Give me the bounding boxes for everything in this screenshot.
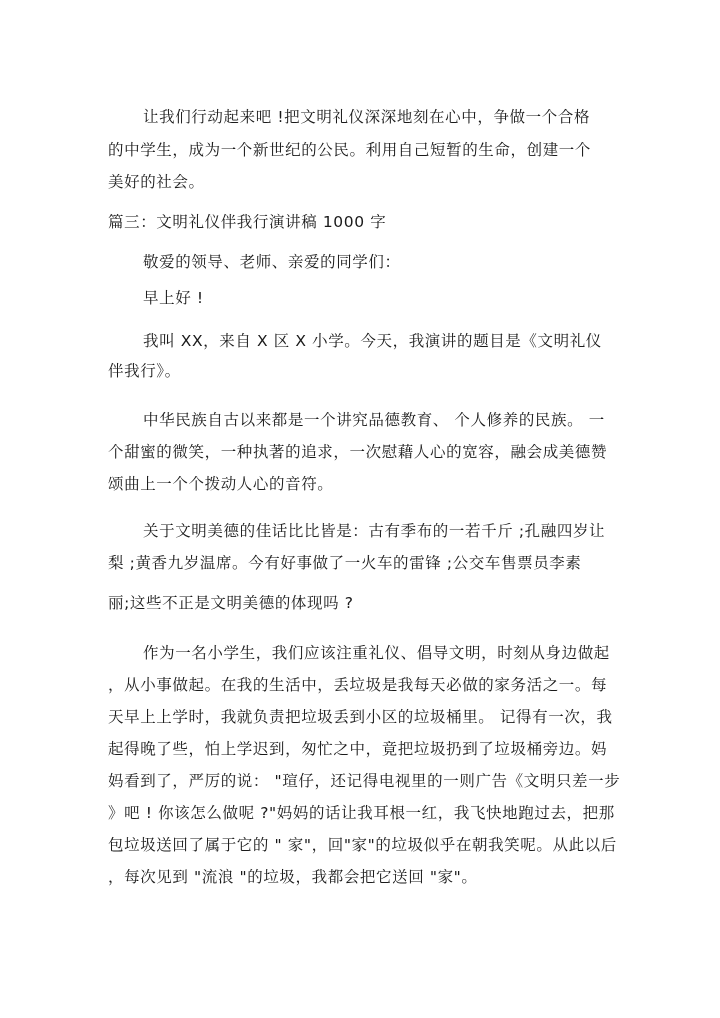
text-line: 作为一名小学生，我们应该注重礼仪、倡导文明，时刻从身边做起	[143, 644, 610, 662]
text-line: 的中学生，成为一个新世纪的公民。利用自己短暂的生命，创建一个	[108, 141, 592, 159]
text-line: ，每次见到 "流浪 "的垃圾，我都会把它送回 "家"。	[108, 868, 478, 886]
salutation: 敬爱的领导、老师、亲爱的同学们：	[143, 253, 401, 271]
text-line: 关于文明美德的佳话比比皆是：古有季布的一若千斤 ;孔融四岁让	[143, 522, 606, 540]
text-line: 包垃圾送回了属于它的 " 家"，回"家"的垃圾似乎在朝我笑呢。从此以后	[108, 836, 617, 854]
text-line: 》吧 ! 你该怎么做呢 ?"妈妈的话让我耳根一红，我飞快地跑过去，把那	[108, 804, 615, 822]
text-line: 起得晚了些，怕上学迟到，匆忙之中，竟把垃圾扔到了垃圾桶旁边。妈	[108, 740, 608, 758]
text-line: 个甜蜜的微笑，一种执著的追求，一次慰藉人心的宽容，融会成美德赞	[108, 443, 608, 461]
text-line: 我叫 XX，来自 X 区 X 小学。今天，我演讲的题目是《文明礼仪	[143, 332, 602, 350]
greeting: 早上好 !	[143, 289, 204, 307]
section-heading: 篇三：文明礼仪伴我行演讲稿 1000 字	[108, 213, 387, 231]
text-line: 丽;这些不正是文明美德的体现吗 ?	[108, 594, 354, 612]
text-line: 美好的社会。	[108, 173, 205, 191]
text-line: 梨 ;黄香九岁温席。今有好事做了一火车的雷锋 ;公交车售票员李素	[108, 554, 582, 572]
text-line: 妈看到了，严厉的说： "瑄仔，还记得电视里的一则广告《文明只差一步	[108, 772, 621, 790]
text-line: ，从小事做起。在我的生活中，丢垃圾是我每天必做的家务活之一。每	[108, 676, 608, 694]
text-line: 让我们行动起来吧 !把文明礼仪深深地刻在心中，争做一个合格	[143, 108, 591, 126]
text-line: 天早上上学时，我就负责把垃圾丢到小区的垃圾桶里。 记得有一次，我	[108, 708, 613, 726]
text-line: 颂曲上一个个拨动人心的音符。	[108, 475, 334, 493]
text-line: 中华民族自古以来都是一个讲究品德教育、 个人修养的民族。 一	[143, 411, 605, 429]
text-line: 伴我行》。	[108, 362, 181, 380]
